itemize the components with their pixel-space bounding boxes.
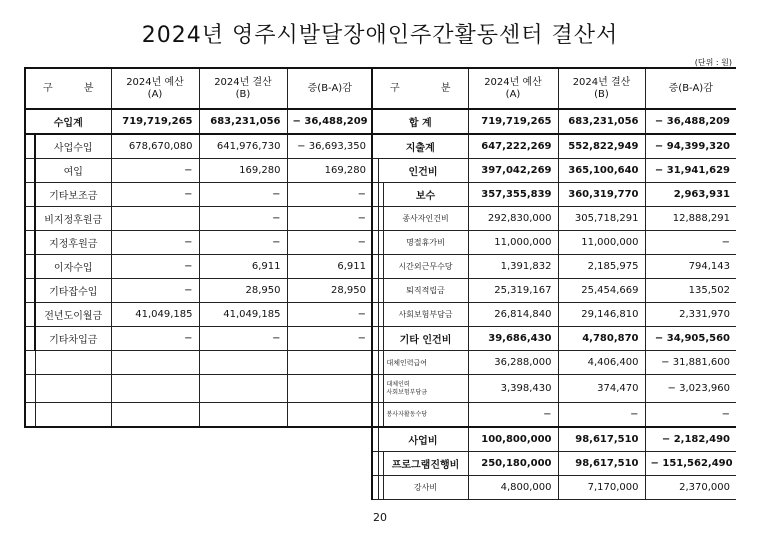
expense-header-row: [372, 68, 736, 109]
personnel-row: 인건비 397,042,269 365,100,640 − 31,941,629: [372, 159, 736, 183]
table-row: 봉사자활동수당 − − −: [372, 403, 736, 428]
table-row: 퇴직적립금 25,319,167 25,454,669 135,502: [372, 279, 736, 303]
page-number: 20: [373, 511, 387, 524]
table-row: 여입 − 169,280 169,280: [25, 159, 372, 183]
other-personnel-row: 기타 인건비 39,686,430 4,780,870 − 34,905,560: [372, 327, 736, 351]
grand-total-row: 합 계 719,719,265 683,231,056 − 36,488,209: [372, 109, 736, 134]
income-total-row: 수입계 719,719,265 683,231,056 − 36,488,209: [25, 109, 372, 134]
header-difference: 증(B-A)감: [645, 68, 736, 109]
unit-label: (단위 : 원): [694, 58, 732, 67]
header-settlement: 2024년 결산 (B): [558, 68, 645, 109]
table-row: 종사자인건비 292,830,000 305,718,291 12,888,291: [372, 207, 736, 231]
header-budget: 2024년 예산 (A): [468, 68, 558, 109]
table-row: 기타차입금 − − −: [25, 327, 372, 351]
table-row: 대체인력 사회보험부담금 3,398,430 374,470 − 3,023,960: [372, 375, 736, 403]
lecturer-row: 강사비 4,800,000 7,170,000 2,370,000: [372, 476, 736, 500]
income-header-row: [25, 68, 372, 109]
table-row: 사업수입 678,670,080 641,976,730 − 36,693,350: [25, 134, 372, 159]
table-row: 시간외근무수당 1,391,832 2,185,975 794,143: [372, 255, 736, 279]
table-row: 명절휴가비 11,000,000 11,000,000 −: [372, 231, 736, 255]
header-settlement: 2024년 결산 (B): [199, 68, 287, 109]
program-row: 프로그램진행비 250,180,000 98,617,510 − 151,562,490: [372, 452, 736, 476]
empty-row: [25, 403, 372, 428]
header-category: 구 분: [25, 68, 111, 109]
table-row: 기타잡수입 − 28,950 28,950: [25, 279, 372, 303]
table-row: 이자수입 − 6,911 6,911: [25, 255, 372, 279]
table-row: 전년도이월금 41,049,185 41,049,185 −: [25, 303, 372, 327]
empty-row: [25, 375, 372, 403]
table-row: 기타보조금 − − −: [25, 183, 372, 207]
expense-table: [371, 67, 736, 500]
document-title: 2024년 영주시발달장애인주간활동센터 결산서: [141, 23, 619, 48]
project-row: 사업비 100,800,000 98,617,510 − 2,182,490: [372, 427, 736, 452]
table-row: 비지정후원금 − −: [25, 207, 372, 231]
table-row: 대체인력급여 36,288,000 4,406,400 − 31,881,600: [372, 351, 736, 375]
income-table: [24, 67, 372, 428]
empty-row: [25, 351, 372, 375]
header-difference: 증(B-A)감: [287, 68, 372, 109]
expense-total-row: 지출계 647,222,269 552,822,949 − 94,399,320: [372, 134, 736, 159]
replacement-insurance-label: 대체인력 사회보험부담금: [383, 375, 468, 403]
table-row: 지정후원금 − − −: [25, 231, 372, 255]
header-budget: 2024년 예산 (A): [111, 68, 199, 109]
table-row: 사회보험부담금 26,814,840 29,146,810 2,331,970: [372, 303, 736, 327]
salary-row: 보수 357,355,839 360,319,770 2,963,931: [372, 183, 736, 207]
header-category: 구 분: [372, 68, 468, 109]
